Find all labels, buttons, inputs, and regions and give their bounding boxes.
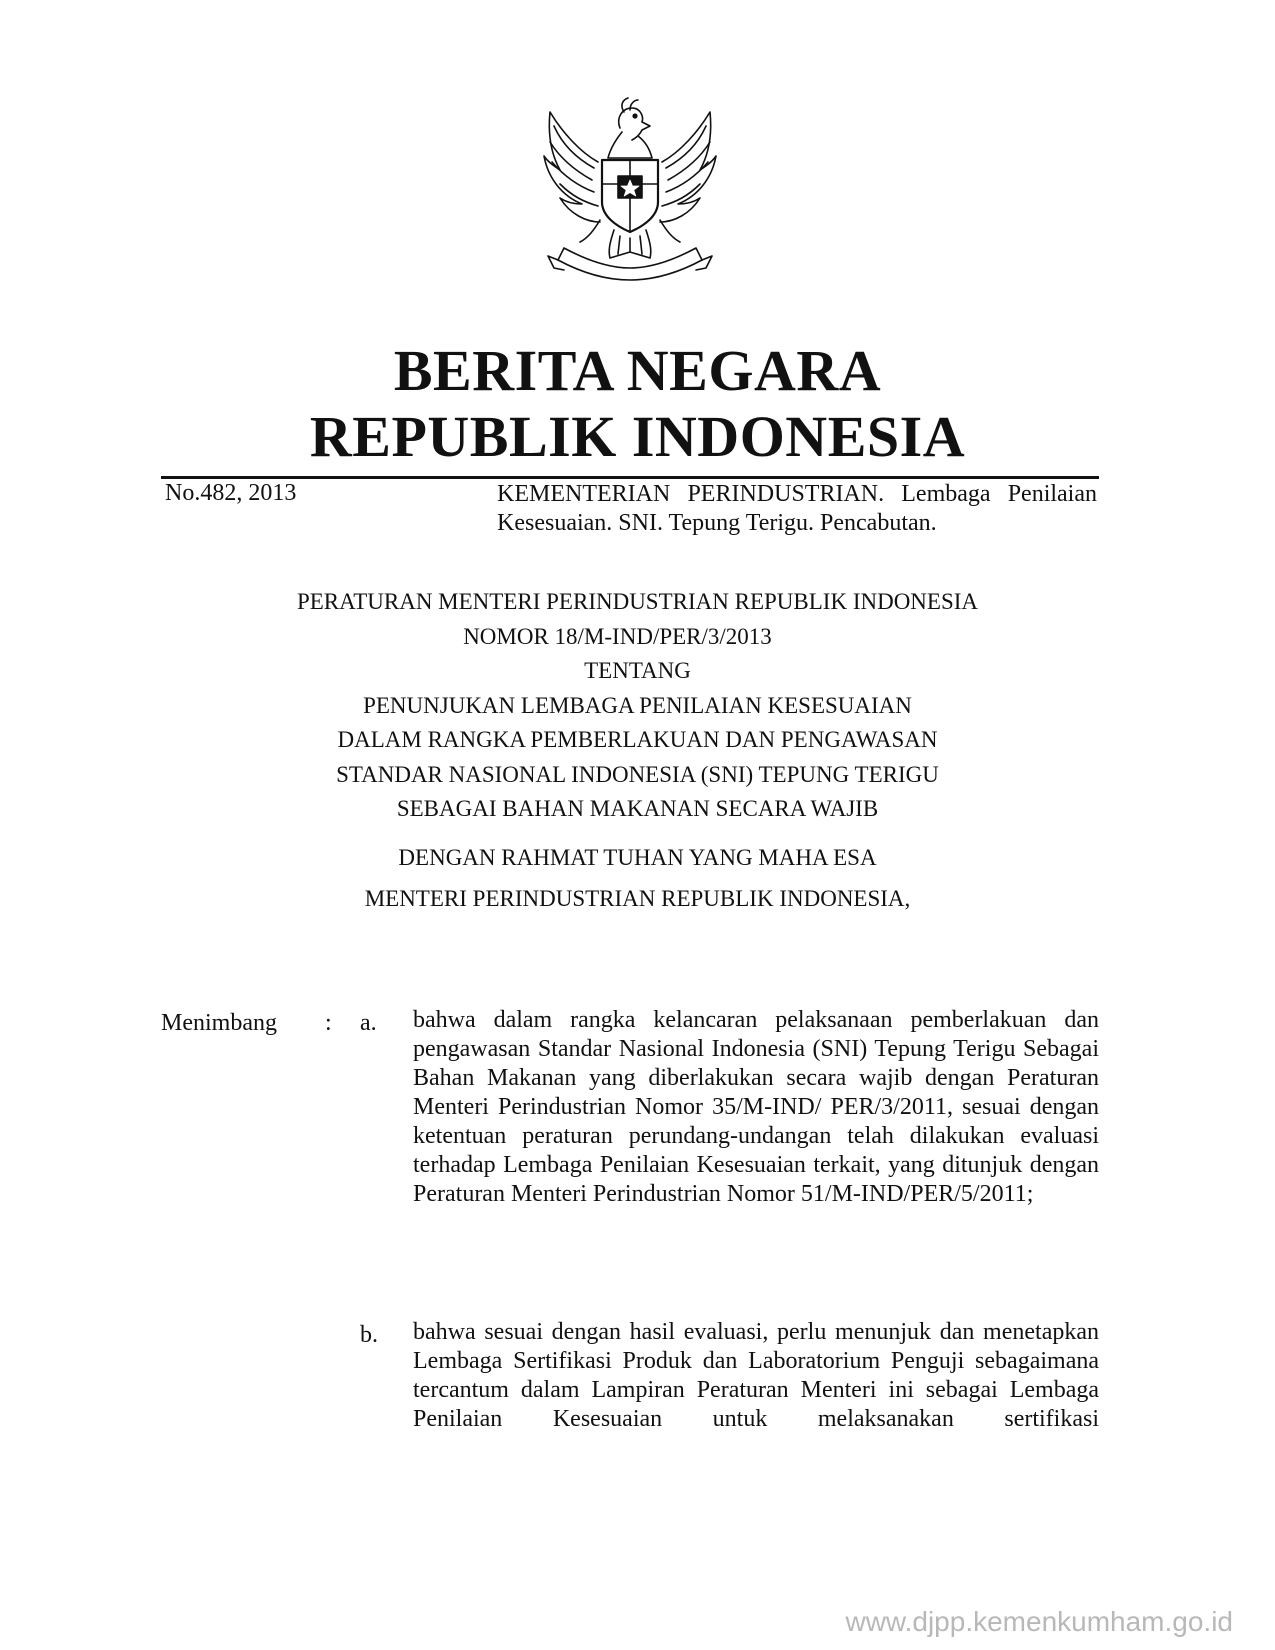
consideration-text: bahwa dalam rangka kelancaran pelaksanaan pemberlakuan dan pengawasan Standar Nasional Indonesia (SNI) Tepung Terigu Sebagai Bahan Makanan yang diberlakukan secara wajib dengan Peraturan Menteri Perindustrian Nomor 35/M-IND/ PER/3/2011, sesuai dengan ketentuan peraturan perundang-undangan telah dilakukan evaluasi terhadap Lembaga Penilaian Kesesuaian terkait, yang ditunjuk dengan Peraturan Menteri Perindustrian Nomor 51/M-IND/PER/5/2011;	[413, 1007, 1099, 1207]
regulation-invocation: DENGAN RAHMAT TUHAN YANG MAHA ESA	[398, 845, 877, 870]
masthead-title-line1: BERITA NEGARA	[393, 338, 882, 403]
regulation-subject-line: DALAM RANGKA PEMBERLAKUAN DAN PENGAWASAN	[337, 727, 938, 752]
regulation-subject-line: STANDAR NASIONAL INDONESIA (SNI) TEPUNG TERIGU	[336, 762, 939, 787]
regulation-title: PERATURAN MENTERI PERINDUSTRIAN REPUBLIK INDONESIA	[296, 589, 979, 614]
regulation-subject-line: SEBAGAI BAHAN MAKANAN SECARA WAJIB	[396, 796, 879, 821]
regulation-number: NOMOR 18/M-IND/PER/3/2013	[463, 624, 772, 649]
issue-headline: KEMENTERIAN PERINDUSTRIAN. Lembaga Penilaian Kesesuaian. SNI. Tepung Terigu. Pencabutan.	[497, 481, 1097, 536]
garuda-emblem-icon	[540, 92, 720, 287]
footer-url: www.djpp.kemenkumham.go.id	[845, 1606, 1233, 1637]
issue-number: No.482, 2013	[165, 480, 297, 506]
consideration-text: bahwa sesuai dengan hasil evaluasi, perlu menunjuk dan menetapkan Lembaga Sertifikasi Produk dan Laboratorium Penguji sebagaimana tercantum dalam Lampiran Peraturan Menteri ini sebagai Lembaga Penilaian Kesesuaian untuk melaksanakan sertifikasi	[413, 1319, 1099, 1432]
regulation-issuer: MENTERI PERINDUSTRIAN REPUBLIK INDONESIA,	[364, 886, 911, 911]
masthead-divider	[161, 476, 1099, 479]
masthead-title-line2: REPUBLIK INDONESIA	[309, 404, 966, 469]
consideration-letter: b.	[360, 1322, 378, 1348]
menimbang-colon: :	[325, 1010, 332, 1036]
menimbang-label: Menimbang	[161, 1010, 277, 1036]
regulation-subject-line: PENUNJUKAN LEMBAGA PENILAIAN KESESUAIAN	[363, 693, 912, 718]
consideration-letter: a.	[360, 1010, 377, 1036]
regulation-about: TENTANG	[584, 658, 691, 683]
